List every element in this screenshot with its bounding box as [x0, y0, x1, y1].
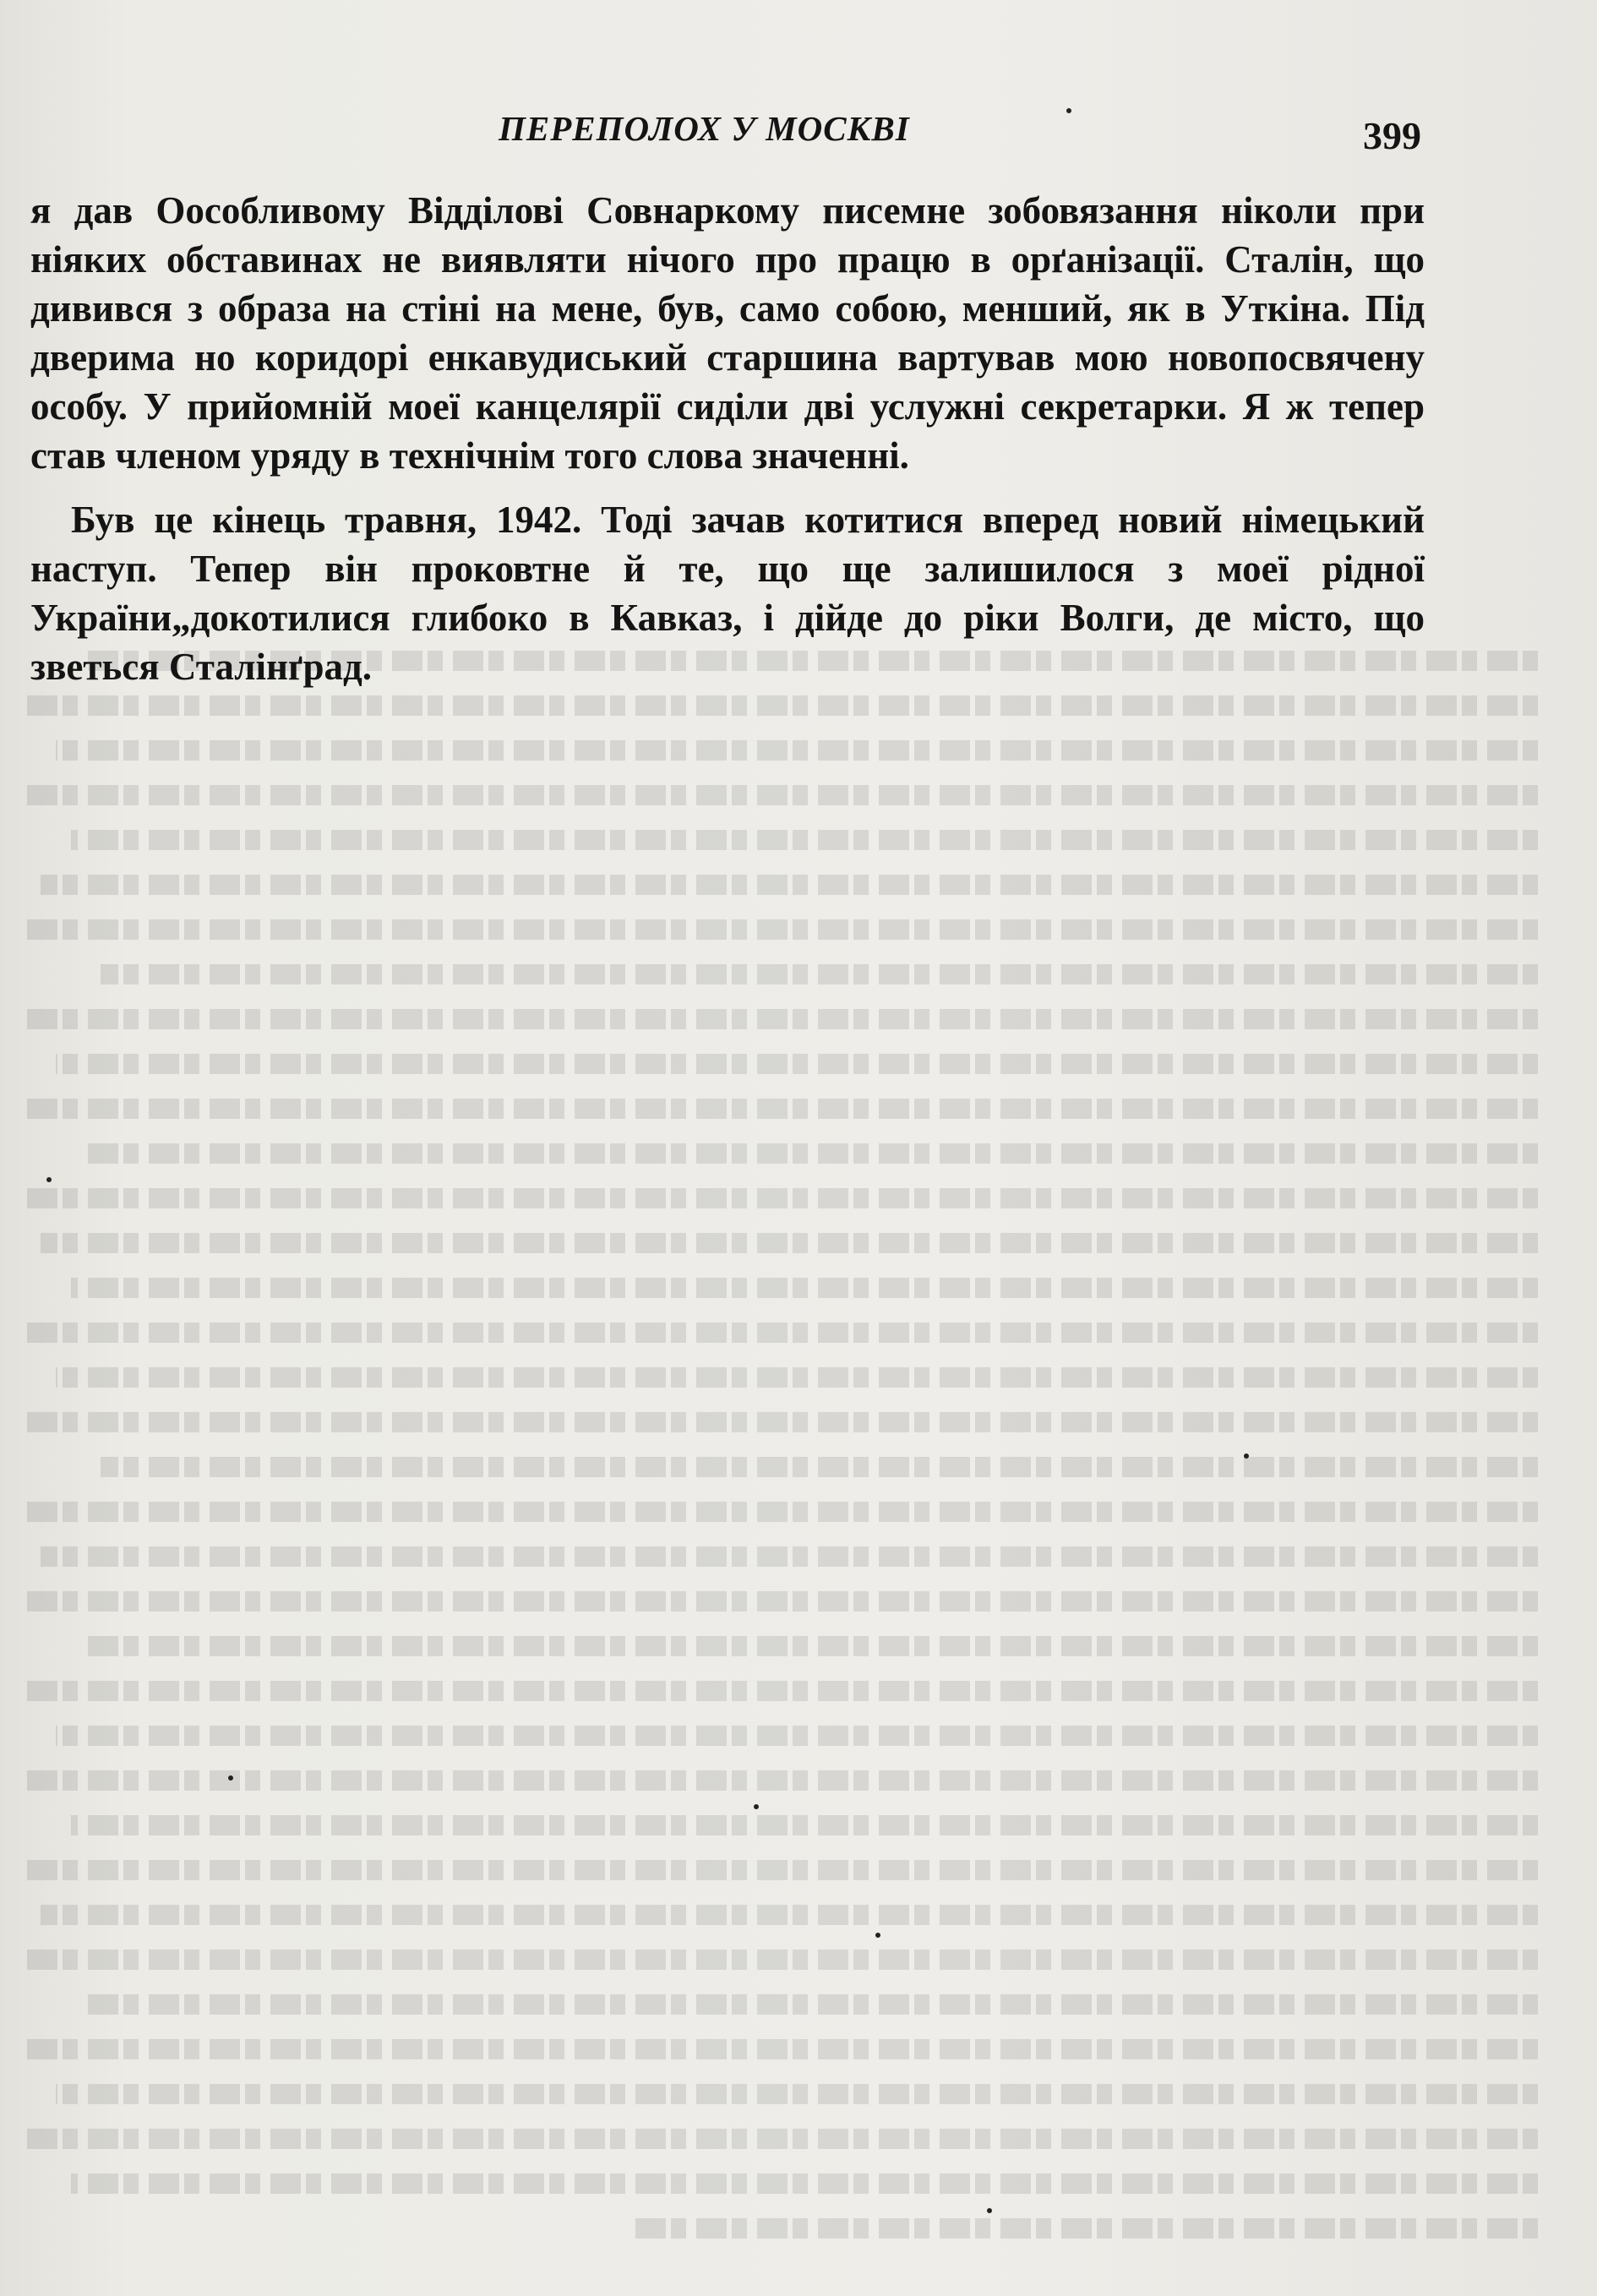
dust-speck	[875, 1933, 880, 1938]
body-text	[30, 186, 1425, 691]
dust-speck	[1244, 1453, 1249, 1459]
paragraph: Був це кінець травня, 1942. Тоді зачав котитися вперед новий німецький наступ. Тепер він проковтне й те, що ще залишилося з моеї рідної України„докотилися глибоко в Кавказ, і дійде до ріки Волги, де місто, що зветься Сталінґрад.	[30, 499, 1425, 688]
dust-speck	[228, 1775, 233, 1781]
dust-speck	[46, 1177, 52, 1182]
dust-speck	[754, 1804, 759, 1809]
running-title: ПЕРЕПОЛОХ У МОСКВІ	[499, 109, 910, 148]
dust-speck	[1066, 108, 1071, 113]
dust-speck	[987, 2208, 992, 2213]
bleed-through-reverse-text	[25, 651, 1538, 2282]
paragraph: я дав Оособливому Відділові Совнаркому писемне зобовязання ніколи при ніяких обставинах не виявляти нічого про працю в орґанізації. Сталін, що дивився з образа на стіні на мене, був, само собою, менший, як в Уткіна. Під дверима но коридорі енкавудиський старшина вартував мою новопосвячену особу. У прийомній моеї канцелярії сиділи дві услужні секретарки. Я ж тепер став членом уряду в технічнім того слова значенні.	[30, 189, 1425, 477]
page-number: 399	[1363, 114, 1421, 157]
